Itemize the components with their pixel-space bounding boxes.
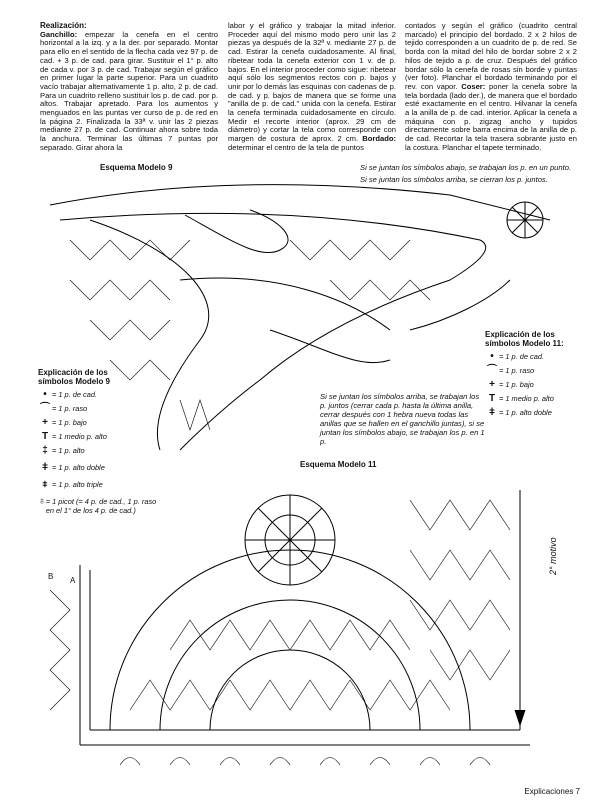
diagram9-leaf-shape bbox=[185, 210, 288, 253]
diagram11-mark-b: B bbox=[48, 572, 54, 581]
diagram9-zigzag-6 bbox=[330, 280, 430, 300]
chain-stitch-icon-11: • bbox=[490, 351, 494, 362]
diagram9-zigzag-2 bbox=[70, 280, 170, 300]
single-crochet-icon: + bbox=[42, 417, 48, 428]
col3-text: contados y según el gráfico (cuadrito central marcado) el principio del bordado. 2 x 2 hilos de tejido corresponden a un cuadrito de p. de red. Se borda con la mitad del hilo de bordar sobre 2 x 2 hilos de tejido a p. de cruz. Después del gráfico bordar sólo la cenefa de rosas sin borde y puntas (ver foto). Planchar el bordado terminando por el rev. con vapor. bbox=[405, 21, 577, 91]
diagram11-arrow-icon bbox=[515, 710, 525, 725]
col1-text: empezar la cenefa en el centro horizontal a la izq. y a la der. por separado. Montar para ello en el sentido de la flecha cada vez 97 p. de cad. + 3 p. de cad. para girar. Sustituir el 1° p. alto de cada v. por 3 p. de cad. Trabajar según el gráfico en primer lugar la parte superior. Para un cuadrito vacío trabajar alternativamente 1 p. alto, 2 p. de cad. Para un cuadrito relleno sustituir los p. de cad. por p. altos. Trabajar apretado. Para los aumentos y menguados en las puntas ver curso de p. de red en la página 2. Finalizada la 33ª v. unir las 2 piezas mediante 27 p. de cad. Continuar ahora sobre toda la anchura. Terminar las últimas 7 puntas por separado. Girar ahora la bbox=[40, 29, 218, 152]
single-crochet-icon-11: + bbox=[489, 379, 495, 390]
half-double-crochet-icon-11: T bbox=[488, 393, 496, 404]
double-crochet-icon: ‡ bbox=[42, 445, 48, 456]
legend-modelo-11 bbox=[485, 330, 605, 422]
legend9-title-2: símbolos Modelo 9 bbox=[38, 377, 111, 386]
lead-ganchillo: Ganchillo: bbox=[40, 29, 78, 39]
diagram9-note-1: Si se juntan los símbolos abajo, se trabajan los p. en un punto. bbox=[360, 163, 572, 172]
legend9-item-0: = 1 p. de cad. bbox=[52, 390, 97, 399]
legend9-item-6: = 1 p. alto triple bbox=[52, 480, 103, 489]
diagram9-zigzag-3 bbox=[90, 320, 170, 340]
treble-crochet-icon-11: ǂ bbox=[489, 407, 495, 418]
instructions-column-2 bbox=[228, 22, 396, 153]
diagram11-lattice-1 bbox=[410, 500, 510, 530]
legend11-title-2: símbolos Modelo 11: bbox=[485, 339, 564, 348]
triple-treble-icon: ⧧ bbox=[42, 479, 48, 490]
picot-icon: ♁ bbox=[38, 496, 46, 507]
diagram9-note-2: Si se juntan los símbolos arriba, se cierran los p. juntos. bbox=[360, 175, 548, 184]
col2-text-2: determinar el centro de la tela de puntos bbox=[228, 142, 364, 152]
diagram11-chart bbox=[30, 470, 590, 785]
diagram11-triangle-row-1 bbox=[130, 680, 450, 710]
legend11-title-1: Explicación de los bbox=[485, 330, 555, 339]
diagram9-title: Esquema Modelo 9 bbox=[100, 163, 173, 172]
legend11-item-1: = 1 p. raso bbox=[499, 366, 535, 375]
diagram11-left-scallops bbox=[50, 590, 70, 710]
legend9-item-2: = 1 p. bajo bbox=[52, 418, 87, 427]
legend9-item-5: = 1 p. alto doble bbox=[52, 463, 105, 472]
diagram11-lattice-2 bbox=[410, 550, 510, 580]
legend9-item-4: = 1 p. alto bbox=[52, 446, 85, 455]
legend9-item-1: = 1 p. raso bbox=[52, 404, 88, 413]
legend11-item-2: = 1 p. bajo bbox=[499, 380, 534, 389]
diagram11-lattice-3 bbox=[410, 600, 510, 630]
half-double-crochet-icon: T bbox=[41, 431, 49, 442]
diagram11-bottom-scallops bbox=[120, 758, 490, 766]
instructions-column-3 bbox=[405, 22, 577, 153]
diagram9-zigzag-5 bbox=[290, 240, 410, 260]
heading-realizacion: Realización: bbox=[40, 21, 87, 30]
diagram9-right-curve bbox=[410, 280, 510, 330]
diagram9-motif-spokes bbox=[507, 202, 543, 238]
legend9-item-3: = 1 medio p. alto bbox=[52, 432, 107, 441]
col3-text-2: poner la cenefa sobre la tela bordada (lado der.), de manera que el bordado esté exactamente en el centro. Hilvanar la cenefa a la anilla de p. de cad. interior. Aplicar la cenefa a máquina con p. zigzag ancho y tupidos directamente sobre barra encima de la anilla de p. de cad. Recortar la tela trasera sobrante justo en la costura. Planchar el tapete terminado. bbox=[405, 81, 577, 152]
diagram11-title: Esquema Modelo 11 bbox=[300, 460, 377, 469]
lead-bordado: Bordado: bbox=[362, 134, 396, 144]
legend11-item-3: = 1 medio p. alto bbox=[499, 394, 554, 403]
diagram11-note: Si se juntan los símbolos arriba, se trabajan los p. juntos (cerrar cada p. hasta la última anilla, cerrar después con 1 hebra nueva todas las anillas que se hallen en el ganchillo juntas), si se juntan los símbolos abajo, se trabajan los p. en 1 p. bbox=[320, 392, 485, 446]
treble-crochet-icon: ǂ bbox=[42, 462, 48, 473]
diagram9-top-edge bbox=[50, 185, 550, 220]
legend9-title-1: Explicación de los bbox=[38, 368, 108, 377]
page-footer: Explicaciones 7 bbox=[524, 787, 580, 796]
diagram9-zigzag-1 bbox=[70, 240, 190, 260]
diagram11-mark-a: A bbox=[70, 576, 76, 585]
diagram11-triangle-row-2 bbox=[170, 620, 410, 650]
legend11-item-4: = 1 p. alto doble bbox=[499, 408, 552, 417]
legend9-item-7: = 1 picot (= 4 p. de cad., 1 p. raso en el 1° de los 4 p. de cad.) bbox=[45, 497, 157, 515]
diagram11-motif-label: 2° motivo bbox=[548, 537, 558, 575]
diagram11-inner-arc bbox=[210, 650, 370, 730]
slip-stitch-icon: ⌒ bbox=[40, 403, 50, 414]
diagram11-lattice-4 bbox=[430, 650, 510, 680]
slip-stitch-icon-11: ⌒ bbox=[487, 365, 497, 376]
col2-text: labor y el gráfico y trabajar la mitad inferior. Proceder aquí del mismo modo pero unir las 2 piezas ya después de la 32ª v. mediante 27 p. de cad. Estirar la cenefa cuidadosamente. Al final, ribetear toda la cenefa exterior con 1 v. de p. bajos. En el interior proceder como sigue: ribetear aquí sólo los segmentos rectos con p. bajos y unir por lo demás las esquinas con cadenas de p. de cad. y p. bajos de manera que se forme una "anilla de p. de cad." unida con la cenefa. Estirar la cenefa terminada cuidadosamente en círculo. Medir el recorte interior (aprox. 29 cm de diámetro) y cortar la tela como corresponde con margen de costura de aprox. 2 cm. bbox=[228, 21, 396, 144]
chain-stitch-icon: • bbox=[43, 389, 47, 400]
instructions-column-1 bbox=[40, 22, 218, 153]
legend11-item-0: = 1 p. de cad. bbox=[499, 352, 544, 361]
lead-coser: Coser: bbox=[461, 81, 486, 91]
diagram9-middle-curve bbox=[180, 278, 390, 330]
